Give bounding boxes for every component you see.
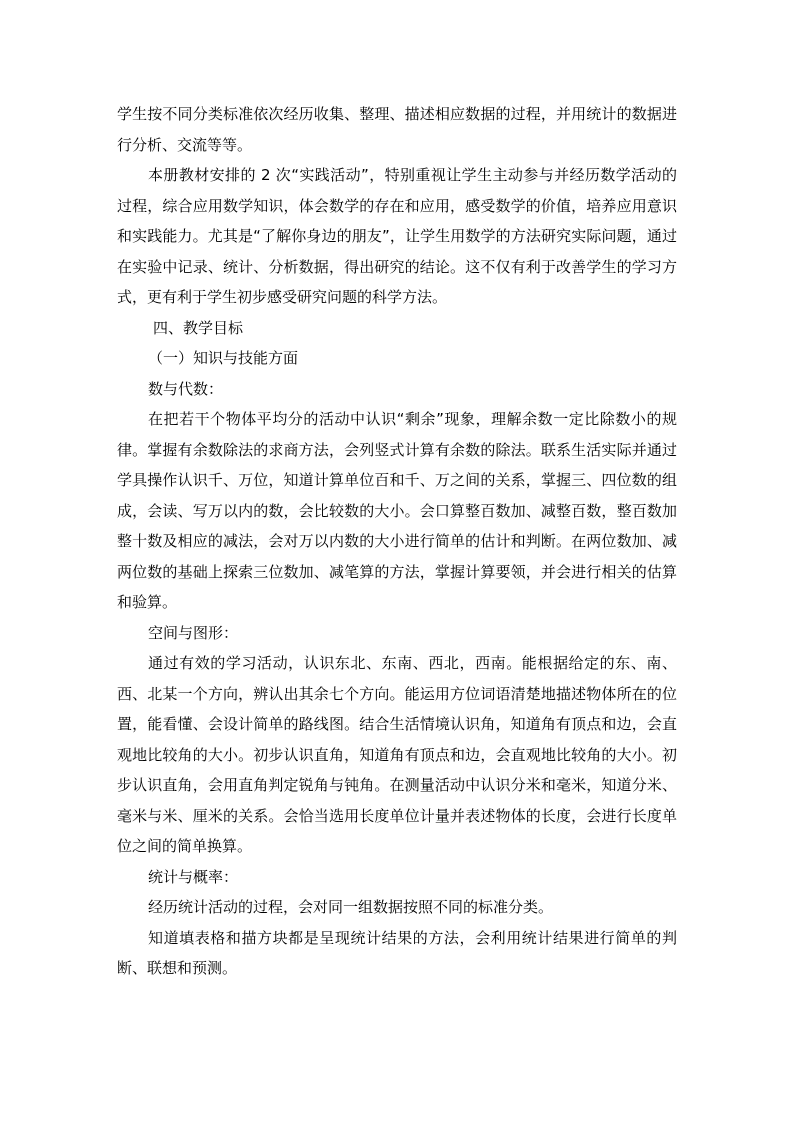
section-heading-teaching-goals: 四、教学目标 [153,318,244,337]
document-page [117,99,677,984]
paragraph-statistics-results: 知道填表格和描方块都是呈现统计结果的方法，会利用统计结果进行简单的判断、联想和预测。 [117,928,677,977]
paragraph-data-collection: 学生按不同分类标准依次经历收集、整理、描述相应数据的过程，并用统计的数据进行分析、交流等等。 [117,105,677,154]
topic-heading-numbers-algebra: 数与代数： [148,379,224,398]
paragraph-statistics-activity: 经历统计活动的过程，会对同一组数据按照不同的标准分类。 [148,898,554,916]
paragraph-practice-activities: 本册教材安排的 2 次“实践活动”，特别重视让学生主动参与并经历数学活动的过程，综合应用数学知识，体会数学的存在和应用，感受数学的价值，培养应用意识和实践能力。尤其是“了解你身边的朋友”，让学生用数学的方法研究实际问题，通过在实验中记录、统计、分析数据，得出研究的结论。这不仅有利于改善学生的学习方式，更有利于学生初步感受研究问题的科学方法。 [117,166,677,306]
paragraph-space-shapes: 通过有效的学习活动，认识东北、东南、西北，西南。能根据给定的东、南、西、北某一个方向，辨认出其余七个方向。能运用方位词语清楚地描述物体所在的位置，能看懂、会设计简单的路线图。结合生活情境认识角，知道角有顶点和边，会直观地比较角的大小。初步认识直角，知道角有顶点和边，会直观地比较角的大小。初步认识直角，会用直角判定锐角与钝角。在测量活动中认识分米和毫米，知道分米、毫米与米、厘米的关系。会恰当选用长度单位计量并表述物体的长度，会进行长度单位之间的简单换算。 [117,654,677,855]
paragraph-numbers-algebra: 在把若干个物体平均分的活动中认识“剩余”现象，理解余数一定比除数小的规律。掌握有余数除法的求商方法，会列竖式计算有余数的除法。联系生活实际并通过学具操作认识千、万位，知道计算单位百和千、万之间的关系，掌握三、四位数的组成，会读、写万以内的数，会比较数的大小。会口算整百数加、减整百数，整百数加整十数及相应的减法，会对万以内数的大小进行简单的估计和判断。在两位数加、减两位数的基础上探索三位数加、减笔算的方法，掌握计算要领，并会进行相关的估算和验算。 [117,410,677,611]
topic-heading-space-shapes: 空间与图形： [148,623,239,642]
subsection-heading-knowledge-skills: （一）知识与技能方面 [148,349,299,367]
topic-heading-statistics-probability: 统计与概率： [148,867,239,886]
